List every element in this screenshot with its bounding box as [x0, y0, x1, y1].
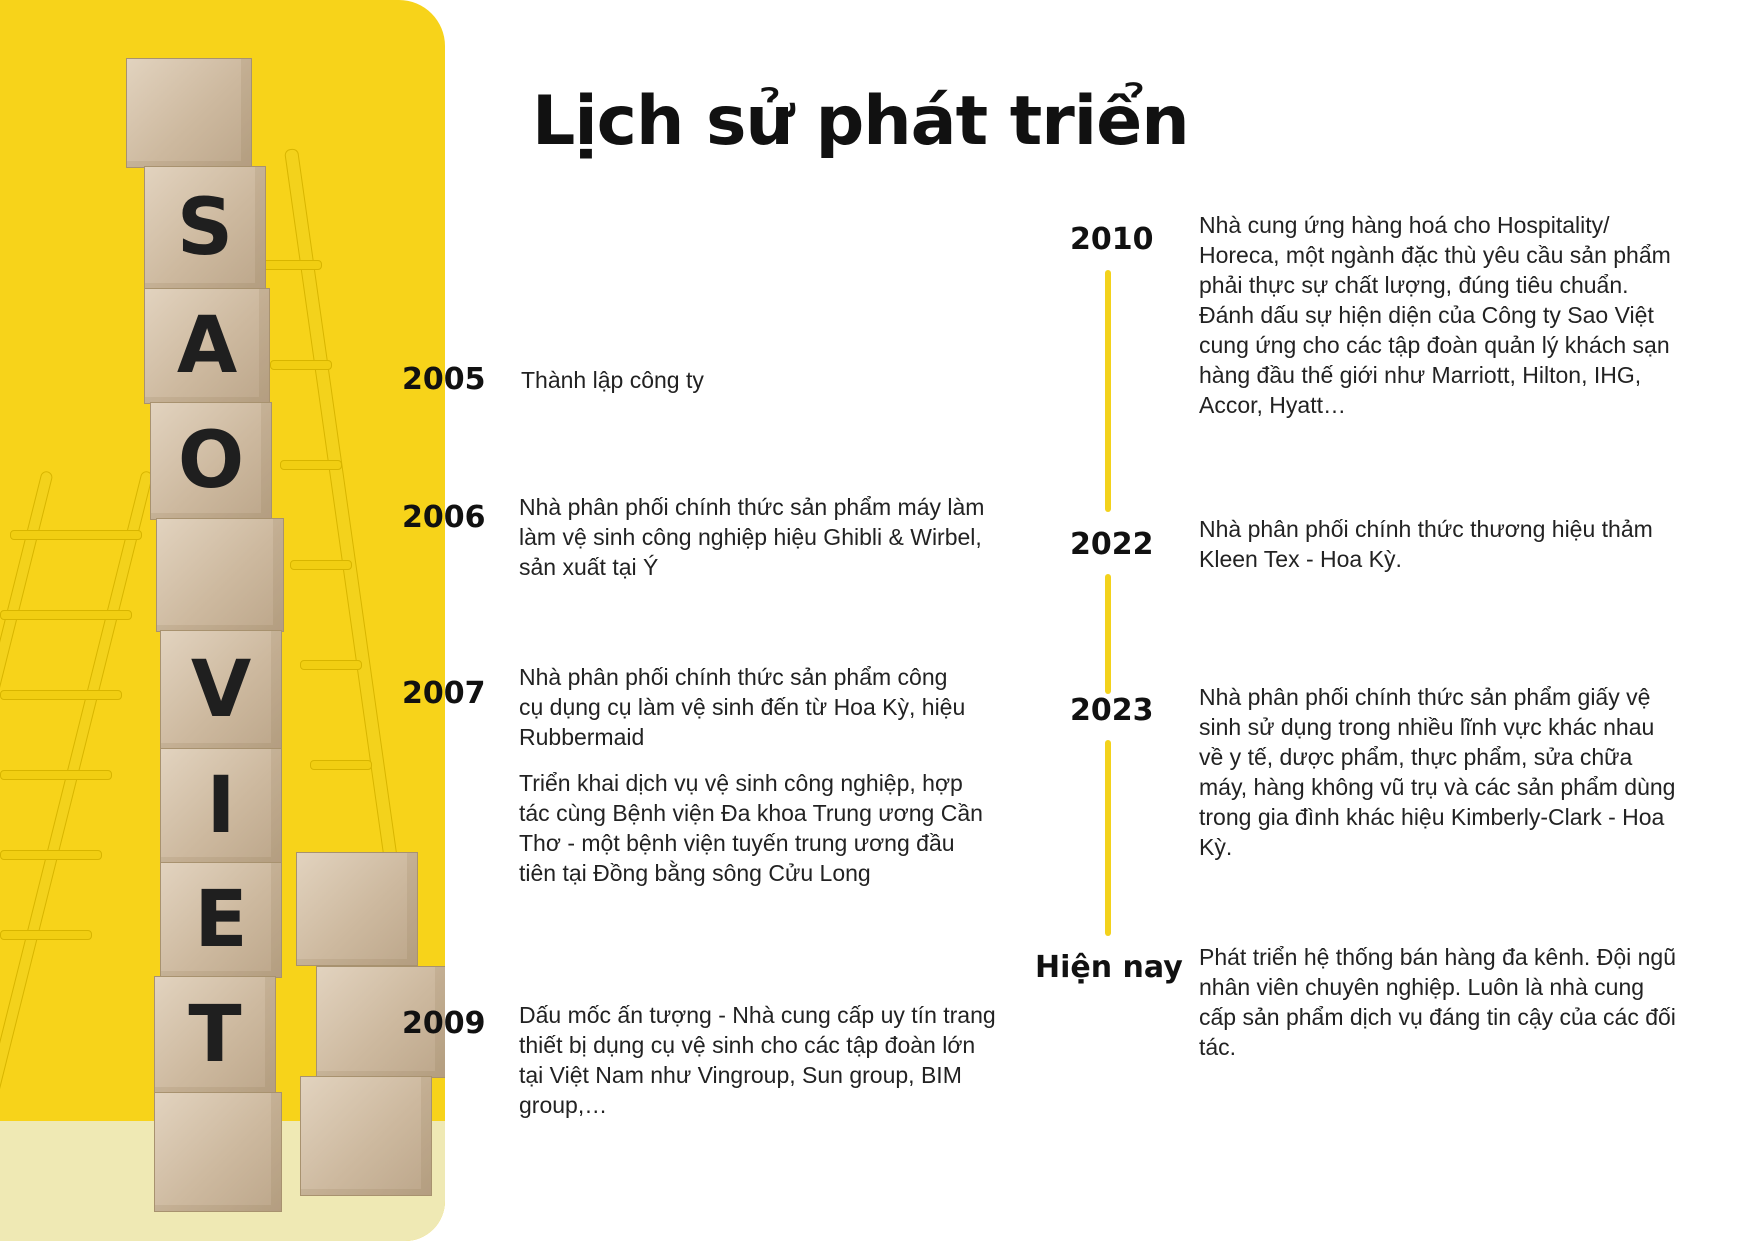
hero-illustration: [0, 0, 445, 1241]
ladder-rung: [280, 460, 342, 470]
ladder-rung: [290, 560, 352, 570]
ladder-rung: [0, 930, 92, 940]
ladder-rung: [310, 760, 372, 770]
ladder-rung: [300, 660, 362, 670]
timeline-year: 2023: [1070, 693, 1154, 728]
ladder-rung: [0, 850, 102, 860]
timeline-year: 2006: [402, 500, 486, 535]
timeline-year: 2005: [402, 362, 486, 397]
timeline-year: Hiện nay: [1035, 950, 1183, 985]
timeline-description: Triển khai dịch vụ vệ sinh công nghiệp, hợp tác cùng Bệnh viện Đa khoa Trung ương Cần Thơ - một bệnh viện tuyến trung ương đầu tiên tại Đồng bằng sông Cửu Long: [519, 770, 983, 886]
timeline-description: Phát triển hệ thống bán hàng đa kênh. Đội ngũ nhân viên chuyên nghiệp. Luôn là nhà cung cấp sản phẩm dịch vụ đáng tin cậy của các đối tác.: [1199, 944, 1676, 1060]
timeline-connector: [1105, 574, 1111, 694]
ladder-rung: [10, 530, 142, 540]
wood-block-side: [300, 1076, 432, 1196]
timeline-year: 2007: [402, 676, 486, 711]
brand-letter-block: T: [154, 976, 276, 1094]
wood-block-top: [126, 58, 252, 168]
page-title: Lịch sử phát triển: [532, 82, 1189, 161]
timeline-connector: [1105, 740, 1111, 936]
timeline-description: Nhà phân phối chính thức sản phẩm máy làm làm vệ sinh công nghiệp hiệu Ghibli & Wirbel, sản xuất tại Ý: [519, 494, 985, 580]
ladder-rung: [0, 690, 122, 700]
timeline-description: Nhà phân phối chính thức thương hiệu thảm Kleen Tex - Hoa Kỳ.: [1199, 516, 1653, 572]
timeline-description: Thành lập công ty: [521, 367, 704, 393]
ladder-rung: [270, 360, 332, 370]
timeline-year: 2009: [402, 1006, 486, 1041]
wood-block-base: [154, 1092, 282, 1212]
brand-letter-block: E: [160, 862, 282, 978]
timeline-description: Nhà phân phối chính thức sản phẩm công cụ dụng cụ làm vệ sinh đến từ Hoa Kỳ, hiệu Rubbermaid: [519, 664, 966, 750]
brand-letter-block: I: [160, 748, 282, 864]
wood-block-side: [296, 852, 418, 966]
ladder-rail: [284, 148, 401, 885]
timeline-description: Nhà cung ứng hàng hoá cho Hospitality/ Horeca, một ngành đặc thù yêu cầu sản phẩm phải thực sự chất lượng, đúng tiêu chuẩn. Đánh dấu sự hiện diện của Công ty Sao Việt cung ứng cho các tập đoàn quản lý khách sạn hàng đầu thế giới như Marriott, Hilton, IHG, Accor, Hyatt…: [1199, 212, 1671, 418]
brand-letter-block: O: [150, 402, 272, 520]
ladder-rung: [0, 610, 132, 620]
ladder-rung: [0, 770, 112, 780]
wood-block: [156, 518, 284, 632]
timeline-year: 2010: [1070, 222, 1154, 257]
ladder-left: [0, 470, 160, 1130]
timeline-year: 2022: [1070, 527, 1154, 562]
ladder-rail: [0, 470, 54, 1096]
timeline-description: Dấu mốc ấn tượng - Nhà cung cấp uy tín trang thiết bị dụng cụ vệ sinh cho các tập đoàn lớn tại Việt Nam như Vingroup, Sun group, BIM group,…: [519, 1002, 996, 1118]
brand-letter-block: A: [144, 288, 270, 404]
timeline-description: Nhà phân phối chính thức sản phẩm giấy vệ sinh sử dụng trong nhiều lĩnh vực khác nhau về y tế, dược phẩm, thực phẩm, sửa chữa máy, hàng không vũ trụ và các sản phẩm dùng trong gia đình khác hiệu Kimberly-Clark - Hoa Kỳ.: [1199, 684, 1676, 860]
timeline-connector: [1105, 270, 1111, 512]
brand-letter-block: S: [144, 166, 266, 290]
ladder-rung: [260, 260, 322, 270]
brand-letter-block: V: [160, 630, 282, 750]
